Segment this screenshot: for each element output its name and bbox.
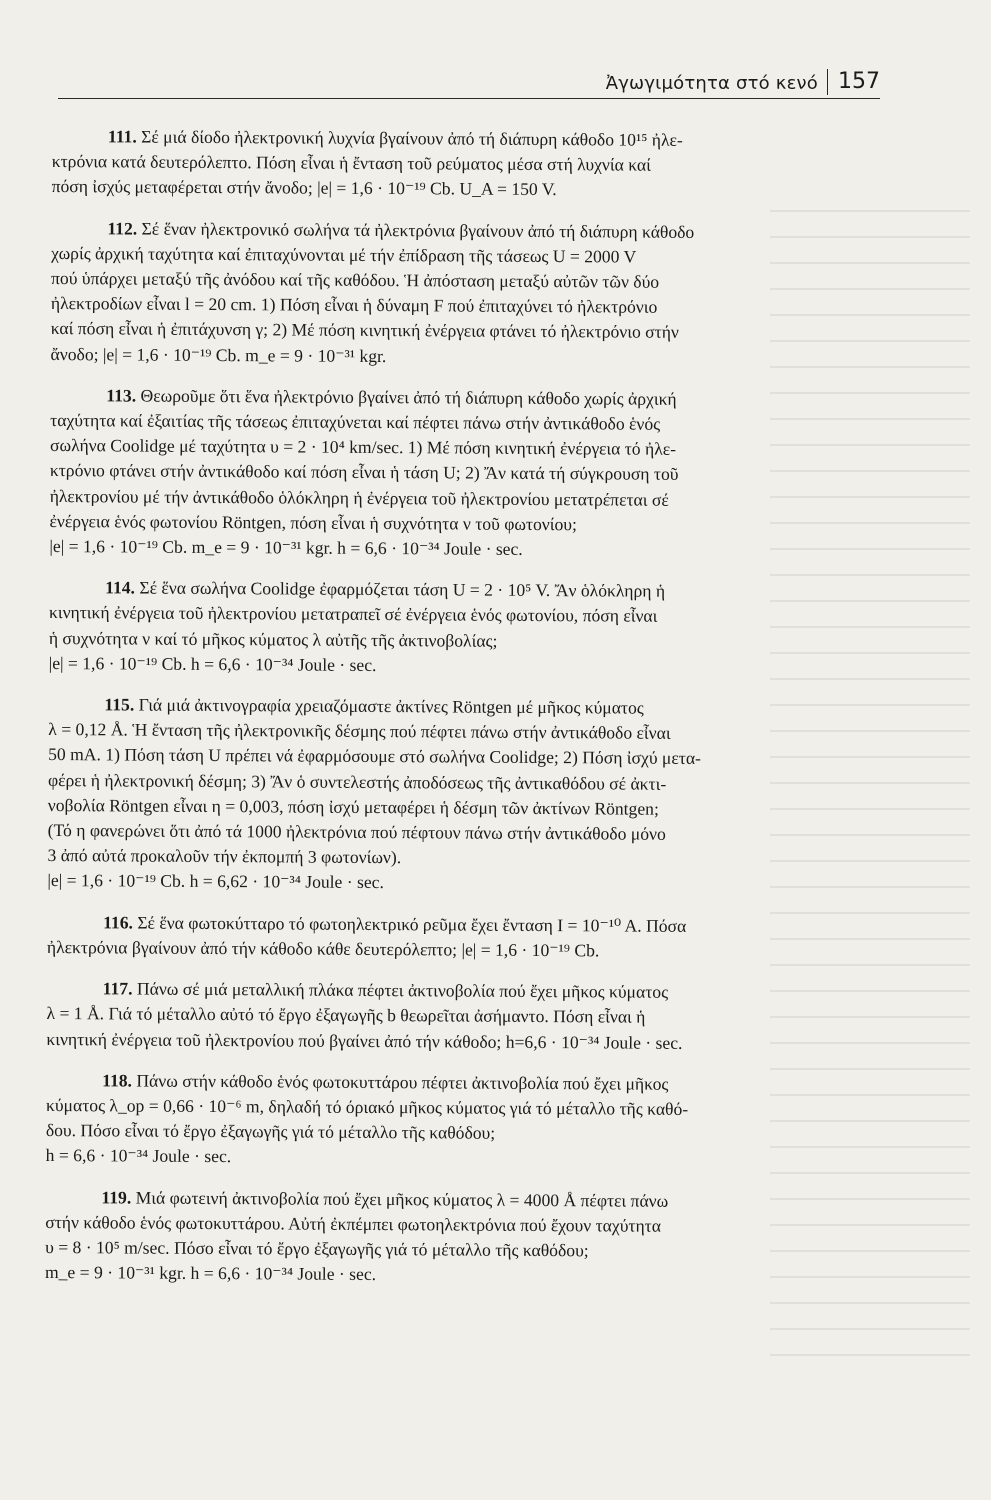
problem-117 bbox=[46, 976, 872, 1057]
problem-number: 117. bbox=[102, 978, 133, 999]
problem-line: 3 ἀπό αὐτά προκαλοῦν τήν ἐκπομπή 3 φωτονίων). bbox=[47, 845, 402, 868]
problem-114 bbox=[49, 575, 876, 681]
problem-line: χωρίς ἀρχική ταχύτητα καί ἐπιταχύνονται μέ τήν ἐπίδραση τῆς τάσεως U = 2000 V bbox=[51, 242, 637, 267]
problem-line: κινητική ἐνέργεια τοῦ ἠλεκτρονίου πού βγαίνει ἀπό τήν κάθοδο; h=6,6 · 10⁻³⁴ Joule · sec. bbox=[46, 1028, 683, 1053]
problem-text: Σέ ἕνα φωτοκύτταρο τό φωτοηλεκτρικό ρεῦμα ἔχει ἔνταση I = 10⁻¹⁰ A. Πόσα bbox=[132, 912, 687, 936]
problem-line: υ = 8 · 10⁵ m/sec. Πόσο εἶναι τό ἔργο ἐξαγωγῆς γιά τό μέταλλο τῆς καθόδου; bbox=[45, 1236, 589, 1261]
problem-text: Μιά φωτεινή ἀκτινοβολία πού ἔχει μῆκος κύματος λ = 4000 Å πέφτει πάνω bbox=[131, 1187, 669, 1211]
problem-line: ταχύτητα καί ἐξαιτίας τῆς τάσεως ἐπιταχύνεται καί πέφτει πάνω στήν ἀντικάθοδο ἑνός bbox=[50, 410, 661, 434]
page-number: 157 bbox=[827, 69, 880, 95]
problem-line: ἠλεκτρόνια βγαίνουν ἀπό τήν κάθοδο κάθε δευτερόλεπτο; |e| = 1,6 · 10⁻¹⁹ Cb. bbox=[46, 936, 600, 961]
problem-line: ἡ συχνότητα ν καί τό μῆκος κύματος λ αὐτῆς τῆς ἀκτινοβολίας; bbox=[48, 627, 498, 651]
problem-text: Πάνω στήν κάθοδο ἑνός φωτοκυττάρου πέφτει ἀκτινοβολία πού ἔχει μῆκος bbox=[131, 1070, 669, 1094]
problem-line: (Τό η φανερώνει ὅτι ἀπό τά 1000 ἠλεκτρόνια πού πέφτουν πάνω στήν ἀντικάθοδο μόνο bbox=[47, 820, 666, 844]
problem-line: πόση ἰσχύς μεταφέρεται στήν ἄνοδο; |e| = 1,6 · 10⁻¹⁹ Cb. U_A = 150 V. bbox=[51, 176, 557, 200]
problem-text: Σέ ἕναν ἠλεκτρονικό σωλήνα τά ἠλεκτρόνια βγαίνουν ἀπό τή διάπυρη κάθοδο bbox=[137, 218, 695, 242]
problem-112 bbox=[51, 216, 878, 372]
problem-text: Πάνω σέ μιά μεταλλική πλάκα πέφτει ἀκτινοβολία πού ἔχει μῆκος κύματος bbox=[132, 978, 669, 1002]
problem-line: |e| = 1,6 · 10⁻¹⁹ Cb. h = 6,62 · 10⁻³⁴ Joule · sec. bbox=[47, 870, 384, 893]
problem-line: ἄνοδο; |e| = 1,6 · 10⁻¹⁹ Cb. m_e = 9 · 10⁻³¹ kgr. bbox=[50, 343, 387, 366]
problem-line: πού ὑπάρχει μεταξύ τῆς ἀνόδου καί τῆς καθόδου. Ἡ ἀπόσταση μεταξύ αὐτῶν τῶν δύο bbox=[50, 268, 660, 292]
problem-line: καί πόση εἶναι ἡ ἐπιτάχυνση γ; 2) Μέ πόση κινητική ἐνέργεια φτάνει τό ἠλεκτρόνιο στήν bbox=[50, 318, 679, 343]
problem-line: 50 mA. 1) Πόση τάση U πρέπει νά ἐφαρμόσουμε στό σωλήνα Coolidge; 2) Πόση ἰσχύ μετα- bbox=[48, 744, 702, 769]
problem-text: Σέ μιά δίοδο ἠλεκτρονική λυχνία βγαίνουν ἀπό τή διάπυρη κάθοδο 10¹⁵ ἠλε- bbox=[136, 126, 683, 150]
problem-line: ἐνέργεια ἑνός φωτονίου Röntgen, πόση εἶναι ἡ συχνότητα ν τοῦ φωτονίου; bbox=[49, 510, 577, 535]
problem-number: 113. bbox=[106, 385, 137, 406]
problem-line: σωλήνα Coolidge μέ ταχύτητα υ = 2 · 10⁴ km/sec. 1) Μέ πόση κινητική ἐνέργεια τό ἠλε- bbox=[49, 435, 677, 460]
problem-line: δου. Πόσο εἶναι τό ἔργο ἐξαγωγῆς γιά τό μέταλλο τῆς καθόδου; bbox=[45, 1120, 496, 1143]
problem-number: 119. bbox=[101, 1186, 132, 1208]
problem-line: φέρει ἡ ἠλεκτρονική δέσμη; 3) Ἄν ὁ συντελεστής ἀποδόσεως τῆς ἀντικαθόδου σέ ἀκτι- bbox=[47, 769, 667, 794]
problem-113 bbox=[49, 383, 876, 564]
problem-line: ἠλεκτρονίου μέ τήν ἀντικάθοδο ὁλόκληρη ἡ ἐνέργεια τοῦ ἠλεκτρονίου μετατρέπεται σέ bbox=[49, 485, 669, 510]
problem-line: λ = 0,12 Å. Ἡ ἔνταση τῆς ἠλεκτρονικῆς δέσμης πού πέφτει πάνω στήν ἀντικάθοδο εἶναι bbox=[48, 719, 671, 744]
problem-115 bbox=[47, 692, 874, 899]
problem-119 bbox=[45, 1184, 872, 1290]
problem-number: 116. bbox=[103, 912, 134, 933]
problem-number: 118. bbox=[102, 1070, 133, 1091]
problem-line: m_e = 9 · 10⁻³¹ kgr. h = 6,6 · 10⁻³⁴ Joule · sec. bbox=[44, 1262, 377, 1285]
problem-number: 115. bbox=[104, 694, 135, 715]
running-title: Ἀγωγιμότητα στό κενό bbox=[605, 73, 818, 94]
problem-line: κινητική ἐνέργεια τοῦ ἠλεκτρονίου μετατραπεῖ σέ ἐνέργεια ἑνός φωτονίου, πόση εἶναι bbox=[48, 602, 658, 627]
problem-text: Γιά μιά ἀκτινογραφία χρειαζόμαστε ἀκτίνες Röntgen μέ μῆκος κύματος bbox=[134, 694, 644, 718]
problem-text: Σέ ἕνα σωλήνα Coolidge ἐφαρμόζεται τάση U = 2 · 10⁵ V. Ἄν ὁλόκληρη ἡ bbox=[134, 577, 666, 602]
problem-line: νοβολία Röntgen εἶναι η = 0,003, πόση ἰσχύ μεταφέρει ἡ δέσμη τῶν ἀκτίνων Röntgen; bbox=[47, 794, 659, 819]
problem-line: κύματος λ_op = 0,66 · 10⁻⁶ m, δηλαδή τό όριακό μῆκος κύματος γιά τό μέταλλο τῆς καθό- bbox=[45, 1094, 689, 1119]
problem-text: Θεωροῦμε ὅτι ἕνα ἠλεκτρόνιο βγαίνει ἀπό τή διάπυρη κάθοδο χωρίς ἀρχική bbox=[136, 385, 677, 409]
problem-number: 112. bbox=[107, 217, 138, 239]
problem-118 bbox=[46, 1068, 873, 1174]
problem-line: h = 6,6 · 10⁻³⁴ Joule · sec. bbox=[45, 1145, 232, 1167]
problem-line: στήν κάθοδο ἑνός φωτοκυττάρου. Αὐτή ἐκπέμπει φωτοηλεκτρόνια πού ἔχουν ταχύτητα bbox=[45, 1211, 662, 1236]
problem-list bbox=[45, 124, 878, 1306]
problem-number: 114. bbox=[105, 577, 136, 598]
problem-111 bbox=[52, 124, 878, 205]
problem-line: κτρόνιο φτάνει στήν ἀντικάθοδο καί πόση εἶναι ἡ τάση U; 2) Ἄν κατά τή σύγκρουση τοῦ bbox=[49, 460, 679, 485]
problem-number: 111. bbox=[107, 126, 137, 147]
problem-line: κτρόνια κατά δευτερόλεπτο. Πόση εἶναι ἡ ἔνταση τοῦ ρεύματος μέσα στή λυχνία καί bbox=[51, 151, 651, 175]
problem-line: |e| = 1,6 · 10⁻¹⁹ Cb. m_e = 9 · 10⁻³¹ kgr. h = 6,6 · 10⁻³⁴ Joule · sec. bbox=[49, 536, 523, 559]
problem-line: |e| = 1,6 · 10⁻¹⁹ Cb. h = 6,6 · 10⁻³⁴ Joule · sec. bbox=[48, 652, 377, 675]
running-header bbox=[58, 66, 880, 99]
problem-line: λ = 1 Å. Γιά τό μέταλλο αὐτό τό ἔργο ἐξαγωγῆς b θεωρεῖται ἀσήμαντο. Πόση εἶναι ἡ bbox=[46, 1003, 646, 1027]
problem-116 bbox=[47, 910, 873, 965]
problem-line: ἠλεκτροδίων εἶναι l = 20 cm. 1) Πόση εἶναι ἡ δύναμη F πού ἐπιταχύνει τό ἠλεκτρόνιο bbox=[50, 293, 658, 317]
